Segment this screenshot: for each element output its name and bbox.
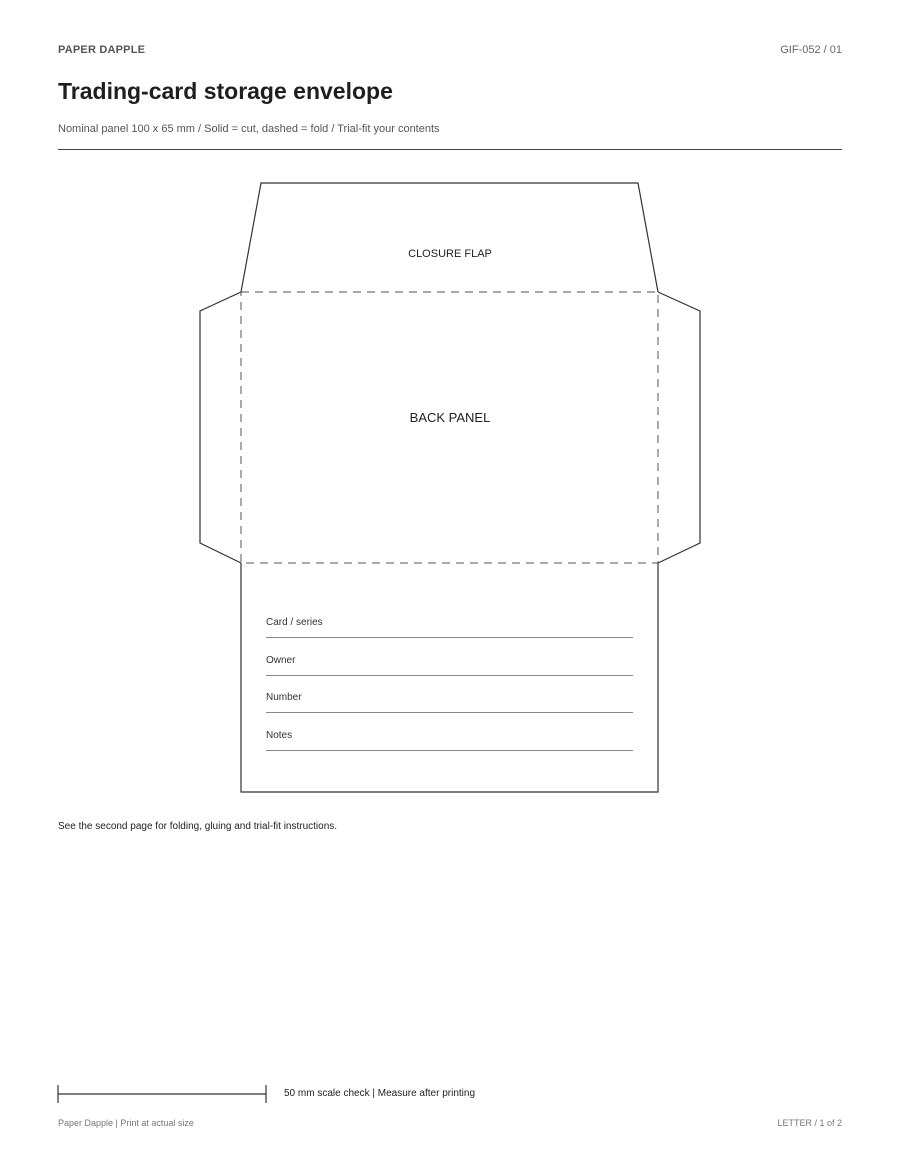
scale-bar <box>58 1085 266 1103</box>
field-notes[interactable] <box>266 728 633 751</box>
brand-name: PAPER DAPPLE <box>58 44 146 56</box>
scale-check-text: 50 mm scale check | Measure after printing <box>284 1088 476 1099</box>
closure-flap-cut-line <box>241 183 658 292</box>
closure-flap-label: CLOSURE FLAP <box>408 248 492 260</box>
instructions-note: See the second page for folding, gluing and trial-fit instructions. <box>58 821 338 832</box>
right-flap-cut-line <box>658 292 700 563</box>
field-label: Owner <box>266 655 296 666</box>
field-number[interactable] <box>266 690 633 713</box>
field-label: Card / series <box>266 617 323 628</box>
footer-right: LETTER / 1 of 2 <box>777 1118 842 1128</box>
page-subtitle: Nominal panel 100 x 65 mm / Solid = cut, dashed = fold / Trial-fit your contents <box>58 123 440 135</box>
page-title: Trading-card storage envelope <box>58 78 393 104</box>
field-owner[interactable] <box>266 653 633 676</box>
back-panel-label: BACK PANEL <box>409 410 491 425</box>
footer-left: Paper Dapple | Print at actual size <box>58 1118 194 1128</box>
back-panel-fold-line <box>241 292 658 563</box>
field-label: Number <box>266 692 302 703</box>
front-panel-cut-line <box>241 563 658 792</box>
field-label: Notes <box>266 730 293 741</box>
left-flap-cut-line <box>200 292 241 563</box>
field-card-series[interactable] <box>266 615 633 638</box>
document-code: GIF-052 / 01 <box>780 44 842 56</box>
